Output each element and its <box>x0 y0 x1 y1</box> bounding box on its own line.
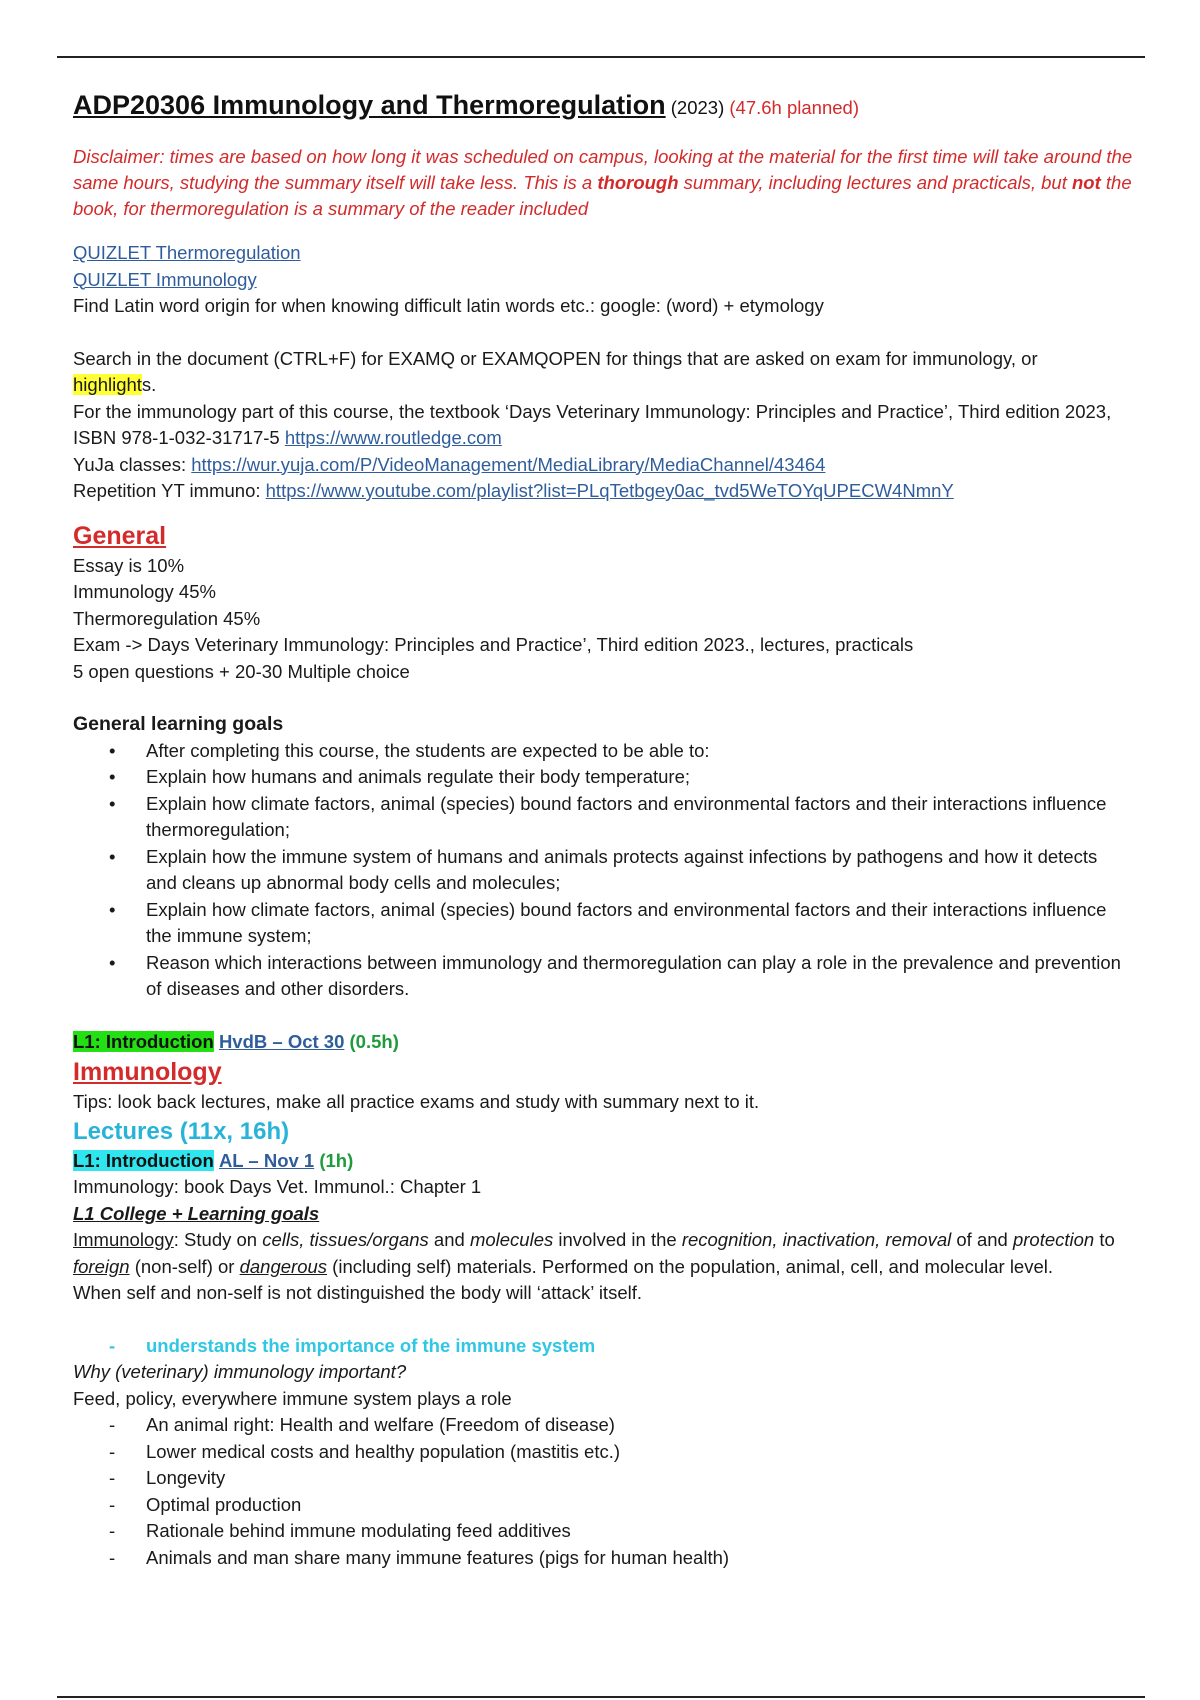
general-line: Essay is 10% <box>73 554 185 576</box>
general-line: Thermoregulation 45% <box>73 607 261 629</box>
list-item: - Lower medical costs and healthy population (mastitis etc.) <box>73 1439 1133 1466</box>
immunology-heading: Immunology <box>73 1058 222 1086</box>
bullet-icon: • <box>109 766 116 787</box>
planned-hours: (47.6h planned) <box>729 97 859 118</box>
top-rule <box>57 56 1145 58</box>
quizlet-thermoregulation-link[interactable]: QUIZLET Thermoregulation <box>73 242 301 263</box>
bullet-icon: • <box>109 845 116 867</box>
bullet-icon: • <box>109 898 116 920</box>
list-item: • Explain how humans and animals regulate their body temperature; <box>73 764 1133 791</box>
dash-icon: - <box>109 1334 116 1356</box>
lectures-heading: Lectures (11x, 16h) <box>73 1117 290 1145</box>
immunology-definition: Immunology: Study on cells, tissues/organs and molecules involved in the recognition, inactivation, removal of and protection to foreign (non-self) or dangerous (including self) materials. Performed on the population, animal, cell, and molecular level. <box>73 1229 1115 1277</box>
l1-introduction-label: L1: Introduction <box>73 1030 214 1052</box>
bullet-icon: • <box>109 951 116 973</box>
general-lines <box>73 553 1133 686</box>
dash-icon: - <box>109 1414 116 1435</box>
youtube-link[interactable]: https://www.youtube.com/playlist?list=PLqTetbgey0ac_tvd5WeTOYqUPECW4NmnY <box>265 480 954 501</box>
document-page <box>73 88 1133 1571</box>
goal-list <box>73 1333 1133 1360</box>
general-heading: General <box>73 521 167 550</box>
why-question: Why (veterinary) immunology important? <box>73 1361 407 1382</box>
yuja-row: YuJa classes: https://wur.yuja.com/P/VideoManagement/MediaLibrary/MediaChannel/43464 <box>73 453 826 475</box>
textbook-info: For the immunology part of this course, the textbook ‘Days Veterinary Immunology: Principles and Practice’, Third edition 2023, ISBN 978-1-032-31717-5 https://www.routledge.com <box>73 400 1112 448</box>
feed-policy: Feed, policy, everywhere immune system plays a role <box>73 1387 512 1409</box>
routledge-link[interactable]: https://www.routledge.com <box>284 427 502 448</box>
list-item: - An animal right: Health and welfare (Freedom of disease) <box>73 1412 1133 1439</box>
list-item: - Longevity <box>73 1465 1133 1492</box>
disclaimer: Disclaimer: times are based on how long it was scheduled on campus, looking at the material for the first time will take around the same hours, studying the summary itself will take less. This is a thorough summary, including lectures and practicals, but not the book, for thermoregulation is a summary of the reader included <box>73 145 1133 219</box>
immuno-l1-label: L1: Introduction <box>73 1149 214 1171</box>
list-item: • Explain how the immune system of humans and animals protects against infections by pathogens and how it detects and cleans up abnormal body cells and molecules; <box>109 845 1098 893</box>
immuno-l1-hours: (1h) <box>319 1149 354 1171</box>
list-item: - Optimal production <box>73 1492 1133 1519</box>
bullet-icon: • <box>109 739 116 761</box>
book-reference: Immunology: book Days Vet. Immunol.: Chapter 1 <box>73 1176 482 1197</box>
highlight-sample: highlight <box>73 374 142 395</box>
search-tip: Search in the document (CTRL+F) for EXAMQ or EXAMQOPEN for things that are asked on exam for immunology, or highlights. <box>73 347 1038 395</box>
bottom-rule <box>57 1696 1145 1698</box>
immuno-l1-lecturer-link[interactable]: AL – Nov 1 <box>218 1149 315 1171</box>
list-item: • Explain how climate factors, animal (species) bound factors and environmental factors and their interactions influence the immune system; <box>109 898 1107 946</box>
college-heading: L1 College + Learning goals <box>73 1202 320 1224</box>
learning-goals-heading: General learning goals <box>73 713 284 735</box>
l1-general-row <box>73 1029 1133 1056</box>
youtube-row: Repetition YT immuno: https://www.youtube.com/playlist?list=PLqTetbgey0ac_tvd5WeTOYqUPECW4NmnY <box>73 480 954 501</box>
l1-lecturer-link[interactable]: HvdB – Oct 30 <box>218 1030 345 1052</box>
reasons-list <box>73 1412 1133 1571</box>
document-title: ADP20306 Immunology and Thermoregulation <box>73 90 666 120</box>
title-row <box>73 88 1133 125</box>
yuja-link[interactable]: https://wur.yuja.com/P/VideoManagement/MediaLibrary/MediaChannel/43464 <box>191 453 826 475</box>
document-year: (2023) <box>670 97 725 118</box>
list-item: - Animals and man share many immune features (pigs for human health) <box>73 1545 1133 1572</box>
self-nonself-note: When self and non-self is not distinguished the body will ‘attack’ itself. <box>73 1282 643 1303</box>
general-line: Exam -> Days Veterinary Immunology: Principles and Practice’, Third edition 2023., lectures, practicals <box>73 634 914 655</box>
list-item: • Explain how climate factors, animal (species) bound factors and environmental factors and their interactions influence thermoregulation; <box>109 792 1107 840</box>
dash-icon: - <box>109 1467 116 1488</box>
dash-icon: - <box>109 1493 116 1515</box>
quizlet-immunology-link[interactable]: QUIZLET Immunology <box>73 268 257 290</box>
general-line: 5 open questions + 20-30 Multiple choice <box>73 660 410 682</box>
learning-goals-list <box>73 738 1133 1003</box>
latin-tip: Find Latin word origin for when knowing difficult latin words etc.: google: (word) + etymology <box>73 295 824 316</box>
list-item: • After completing this course, the students are expected to be able to: <box>73 738 1133 765</box>
immunology-tips: Tips: look back lectures, make all practice exams and study with summary next to it. <box>73 1091 760 1112</box>
dash-icon: - <box>109 1546 116 1568</box>
dash-icon: - <box>109 1440 116 1462</box>
list-item: - Rationale behind immune modulating feed additives <box>73 1518 1133 1545</box>
bullet-icon: • <box>109 792 116 814</box>
general-line: Immunology 45% <box>73 581 216 602</box>
list-item: - understands the importance of the immune system <box>73 1333 1133 1360</box>
immuno-l1-row <box>73 1148 1133 1175</box>
l1-hours: (0.5h) <box>349 1030 399 1052</box>
list-item: • Reason which interactions between immunology and thermoregulation can play a role in the prevalence and prevention of diseases and other disorders. <box>109 951 1121 999</box>
dash-icon: - <box>109 1520 116 1541</box>
